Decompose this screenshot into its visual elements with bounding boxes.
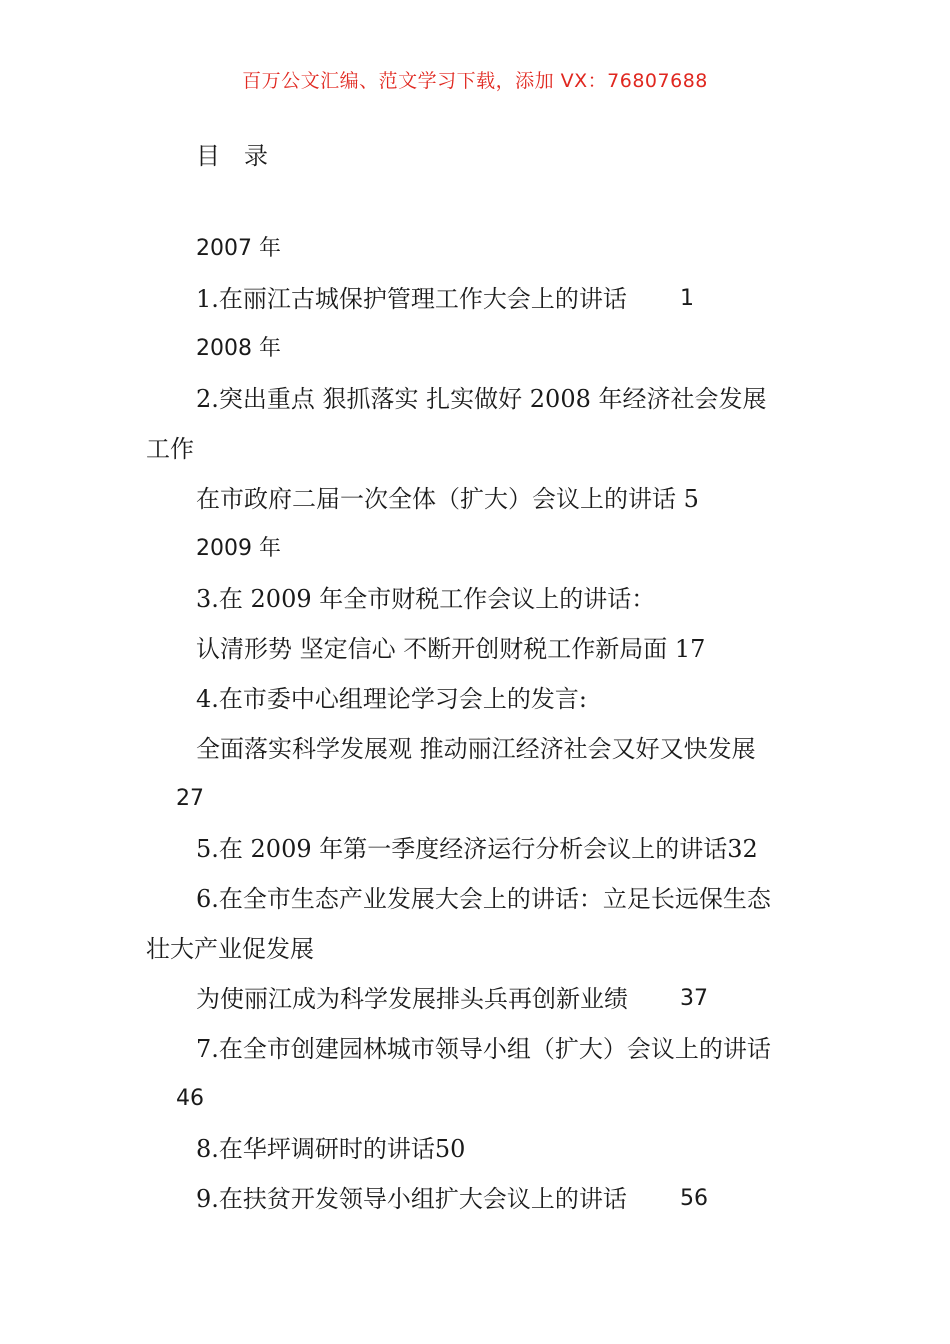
toc-entry-6-page: 37	[680, 986, 708, 1011]
header-banner: 百万公文汇编、范文学习下载，添加 VX：76807688	[242, 70, 708, 92]
toc-entry-7-line1: 7.在全市创建园林城市领导小组（扩大）会议上的讲话	[196, 1035, 771, 1063]
toc-entry-9: 9.在扶贫开发领导小组扩大会议上的讲话	[196, 1185, 627, 1213]
toc-entry-1-page: 1	[680, 286, 694, 311]
toc-entry-text: 1.在丽江古城保护管理工作大会上的讲话	[196, 285, 627, 313]
toc-entry-2-line1: 2.突出重点 狠抓落实 扎实做好 2008 年经济社会发展	[196, 385, 767, 413]
toc-entry-8-line1: 8.在华坪调研时的讲话50	[196, 1135, 466, 1163]
year-2008: 2008 年	[196, 336, 281, 361]
toc-entry-4-line2: 全面落实科学发展观 推动丽江经济社会又好又快发展	[196, 735, 756, 763]
toc-entry-3-line1: 3.在 2009 年全市财税工作会议上的讲话：	[196, 585, 656, 613]
toc-entry-6-line1: 6.在全市生态产业发展大会上的讲话：立足长远保生态	[196, 885, 771, 913]
toc-entry-9-page: 56	[680, 1186, 708, 1211]
toc-title-part2: 录	[244, 142, 270, 170]
year-2009: 2009 年	[196, 536, 281, 561]
toc-entry-5-line1: 5.在 2009 年第一季度经济运行分析会议上的讲话32	[196, 835, 758, 863]
toc-entry-7-page: 46	[176, 1086, 204, 1111]
toc-entry-6-line3: 为使丽江成为科学发展排头兵再创新业绩	[196, 985, 628, 1013]
toc-title-part1: 目	[196, 142, 222, 170]
year-2007: 2007 年	[196, 236, 281, 261]
toc-entry-4-line1: 4.在市委中心组理论学习会上的发言:	[196, 685, 587, 713]
toc-entry-4-page: 27	[176, 786, 204, 811]
toc-entry-1	[196, 284, 627, 314]
toc-entry-2-line2: 工作	[146, 435, 194, 463]
toc-entry-3-line2: 认清形势 坚定信心 不断开创财税工作新局面 17	[196, 635, 706, 663]
toc-title	[196, 136, 270, 171]
toc-entry-6-line2: 壮大产业促发展	[146, 935, 314, 963]
toc-entry-2-line3: 在市政府二届一次全体（扩大）会议上的讲话 5	[196, 485, 699, 513]
